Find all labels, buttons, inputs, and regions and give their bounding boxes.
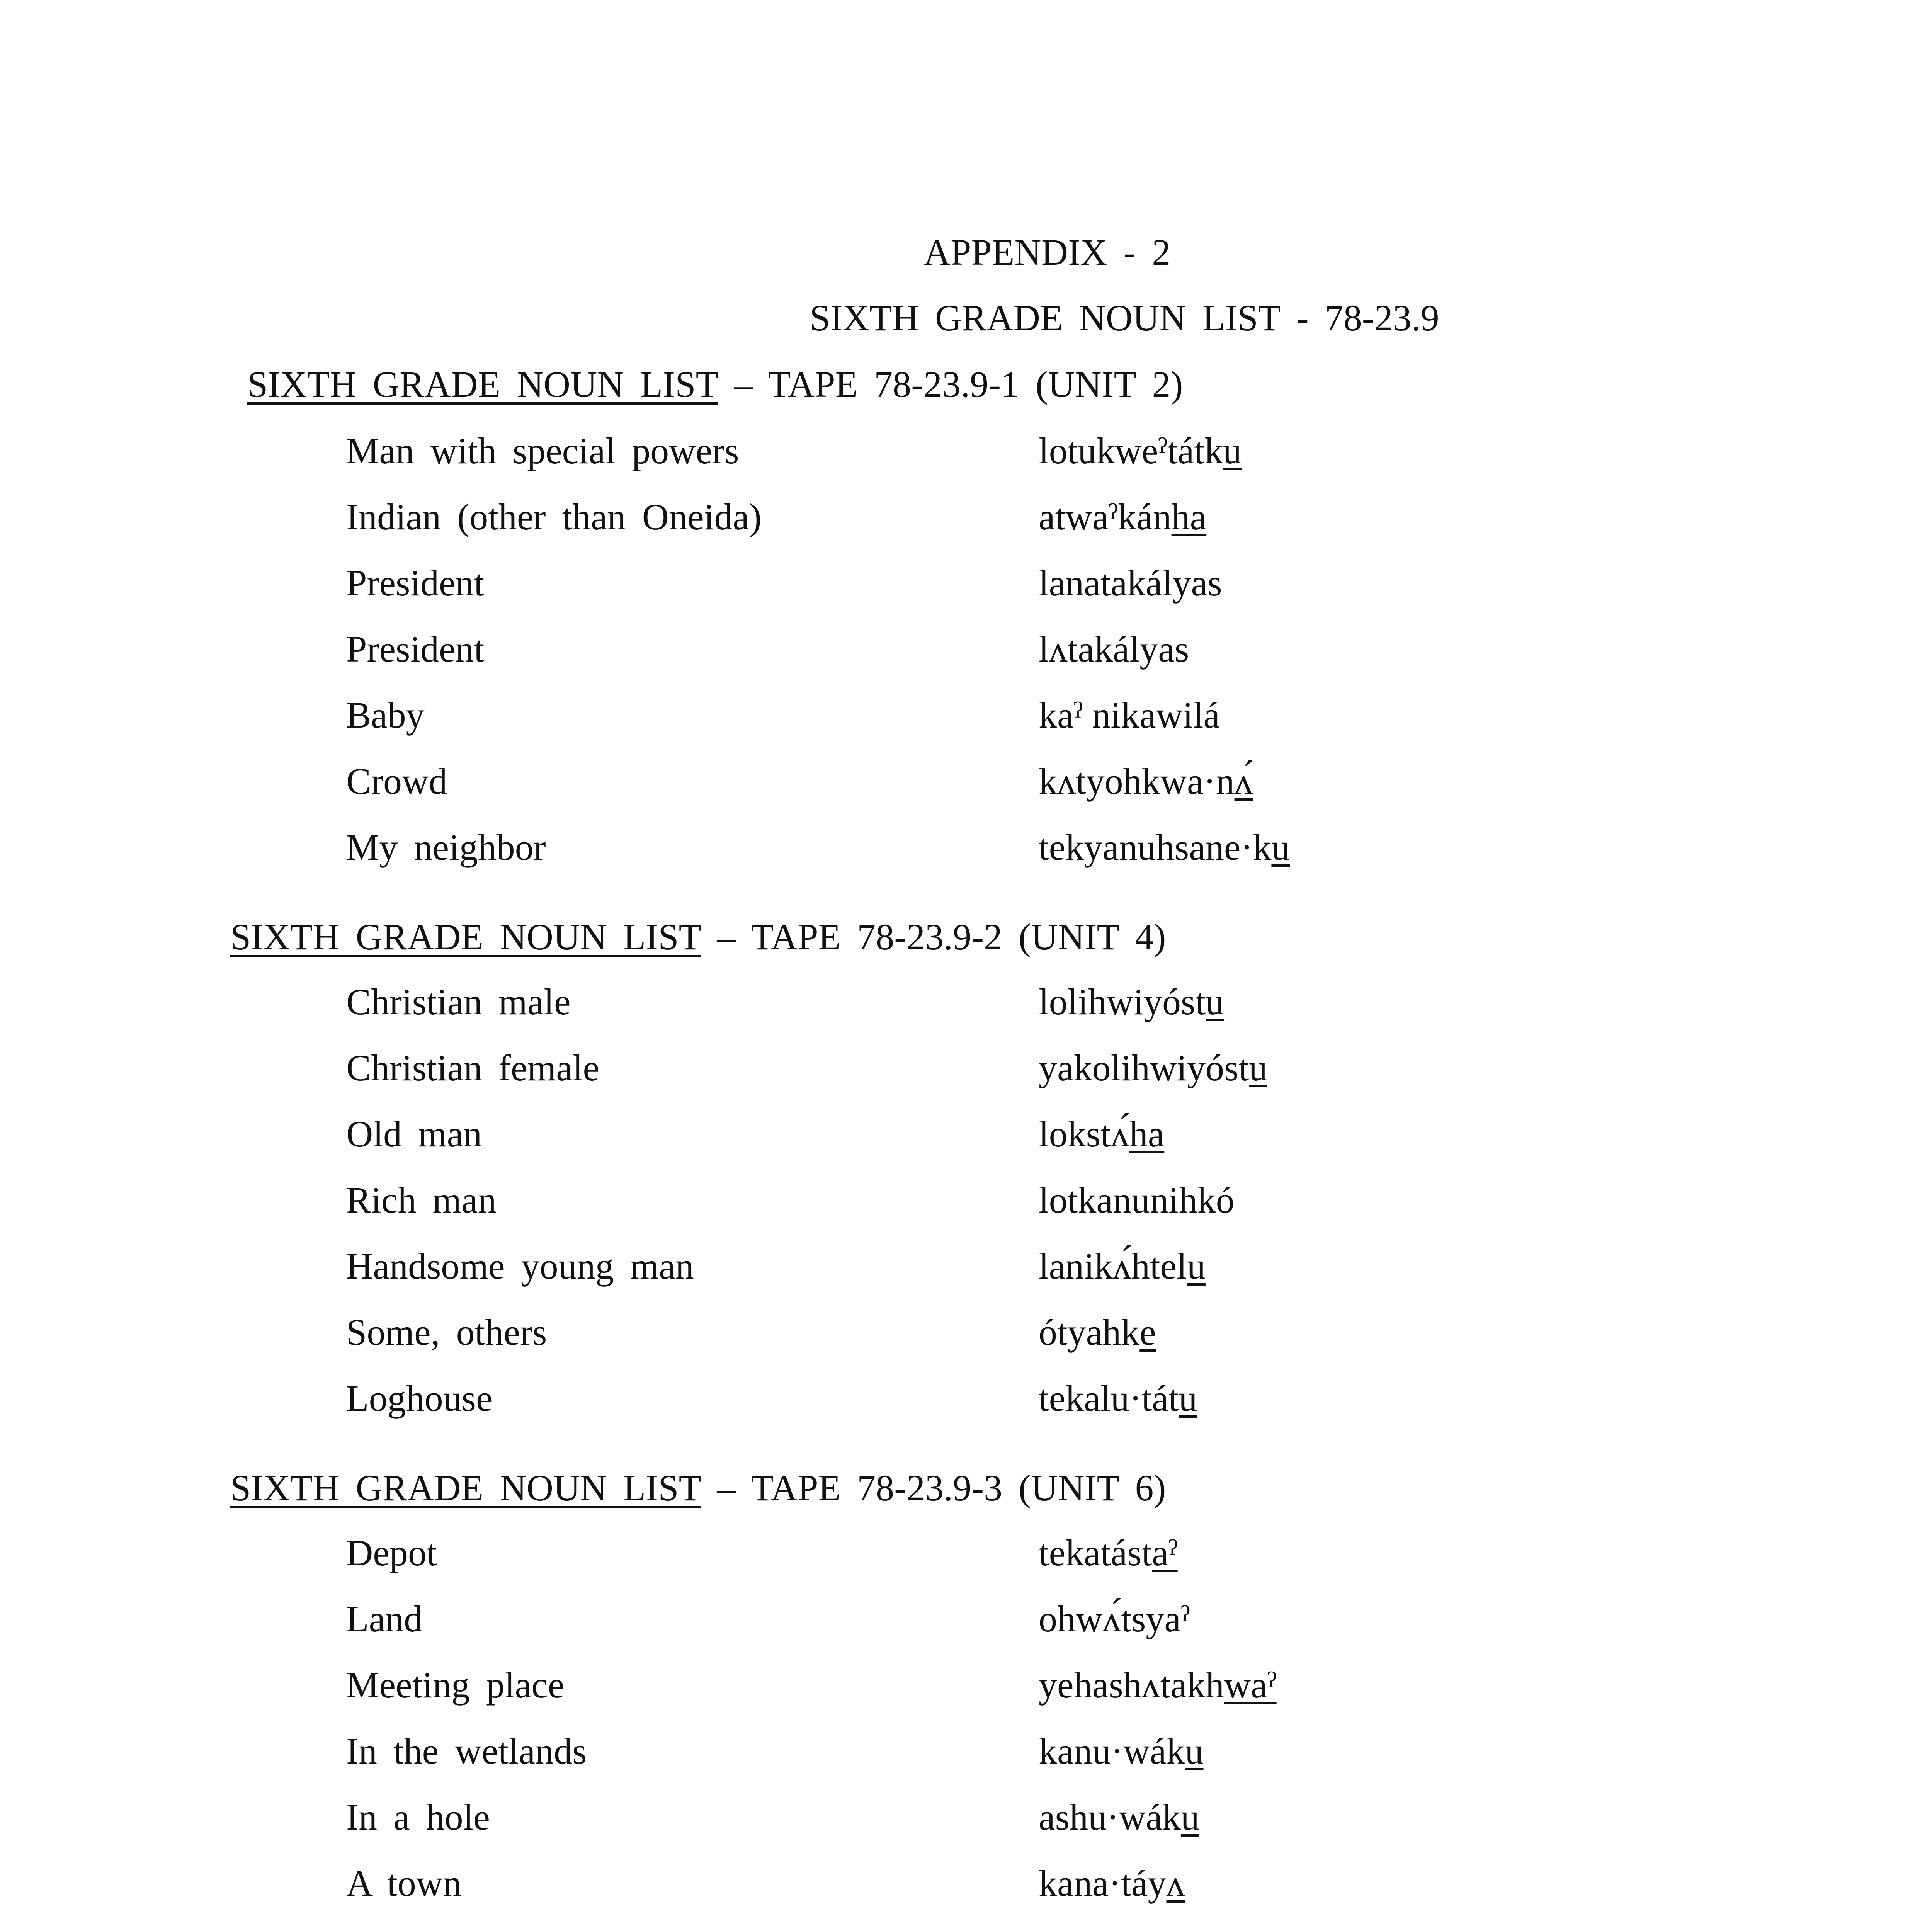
- oneida-word-underlined-ending: ʌ́: [1234, 760, 1253, 802]
- oneida-word: [1039, 1532, 1178, 1574]
- oneida-word: [1039, 1047, 1267, 1089]
- oneida-word-base: tekalu·tát: [1039, 1378, 1179, 1419]
- english-word: Depot: [346, 1532, 437, 1573]
- noun-row: [0, 1796, 1932, 1838]
- oneida-word: [1039, 562, 1222, 604]
- oneida-word-base: lotukweˀtátk: [1039, 430, 1223, 471]
- oneida-word-underlined-ending: waˀ: [1224, 1664, 1277, 1706]
- english-word: Christian female: [346, 1047, 600, 1088]
- oneida-word: [1039, 1664, 1277, 1706]
- noun-row: [0, 981, 1932, 1023]
- oneida-word: [1039, 1730, 1204, 1772]
- section-heading: [247, 363, 1183, 406]
- oneida-word-underlined-ending: u: [1271, 827, 1290, 868]
- oneida-word-underlined-ending: u: [1187, 1245, 1206, 1287]
- noun-row: [0, 496, 1932, 538]
- english-word: President: [346, 628, 485, 670]
- english-word: Crowd: [346, 760, 447, 802]
- oneida-word-underlined-ending: u: [1180, 1796, 1199, 1838]
- oneida-word-base: kana·táy: [1039, 1862, 1167, 1904]
- section-heading-tape: – TAPE 78-23.9-1 (UNIT 2): [718, 364, 1183, 405]
- english-word: A town: [346, 1862, 462, 1904]
- noun-row: [0, 1245, 1932, 1287]
- section-heading-title: SIXTH GRADE NOUN LIST: [247, 364, 718, 405]
- oneida-word-underlined-ending: u: [1185, 1730, 1204, 1772]
- oneida-word: [1039, 1796, 1199, 1838]
- oneida-word-base: lanatakályas: [1039, 562, 1222, 604]
- oneida-word: [1039, 1311, 1156, 1354]
- english-word: Man with special powers: [346, 430, 739, 471]
- noun-row: [0, 1179, 1932, 1221]
- noun-row: [0, 628, 1932, 670]
- oneida-word-base: ohwʌ́tsyaˀ: [1039, 1598, 1190, 1639]
- appendix-title: APPENDIX - 2: [923, 231, 1171, 273]
- oneida-word: [1039, 1113, 1164, 1155]
- english-word: Loghouse: [346, 1378, 493, 1419]
- english-word: In the wetlands: [346, 1730, 587, 1772]
- english-word: President: [346, 562, 485, 604]
- noun-row: [0, 1047, 1932, 1089]
- english-word: Meeting place: [346, 1664, 565, 1706]
- section-heading-tape: – TAPE 78-23.9-2 (UNIT 4): [701, 916, 1166, 957]
- noun-row: [0, 1377, 1932, 1420]
- english-word: Some, others: [346, 1311, 547, 1353]
- noun-row: [0, 760, 1932, 803]
- oneida-word: [1039, 430, 1242, 472]
- noun-row: [0, 1730, 1932, 1772]
- section-heading-title: SIXTH GRADE NOUN LIST: [230, 916, 701, 957]
- oneida-word-base: kanu·wák: [1039, 1730, 1185, 1772]
- oneida-word-underlined-ending: u: [1206, 981, 1225, 1022]
- section-heading-title: SIXTH GRADE NOUN LIST: [230, 1467, 701, 1509]
- oneida-word-base: lanikʌ́htel: [1039, 1245, 1187, 1287]
- noun-row: [0, 1113, 1932, 1155]
- oneida-word-underlined-ending: ha: [1171, 496, 1207, 537]
- oneida-word-base: yakolihwiyóst: [1039, 1047, 1249, 1088]
- oneida-word: [1039, 1377, 1197, 1420]
- oneida-word: [1039, 981, 1224, 1023]
- english-word: Christian male: [346, 981, 571, 1022]
- section-heading: [230, 1467, 1166, 1509]
- noun-row: [0, 1664, 1932, 1706]
- noun-row: [0, 562, 1932, 604]
- oneida-word-underlined-ending: ha: [1129, 1113, 1165, 1155]
- oneida-word-base: ótyahk: [1039, 1311, 1140, 1353]
- english-word: In a hole: [346, 1796, 490, 1838]
- noun-row: [0, 1311, 1932, 1354]
- oneida-word-base: tekatást: [1039, 1532, 1152, 1573]
- oneida-word: [1039, 826, 1290, 869]
- oneida-word: [1039, 1245, 1206, 1287]
- oneida-word-base: lokstʌ́: [1039, 1113, 1129, 1155]
- oneida-word: [1039, 1179, 1235, 1221]
- oneida-word-base: lotkanunihkó: [1039, 1179, 1235, 1221]
- oneida-word-base: kʌtyohkwa·n: [1039, 760, 1235, 802]
- oneida-word: [1039, 496, 1206, 538]
- english-word: Handsome young man: [346, 1245, 694, 1287]
- noun-row: [0, 430, 1932, 472]
- oneida-word: [1039, 1598, 1190, 1640]
- noun-row: [0, 1532, 1932, 1574]
- oneida-word: [1039, 1862, 1185, 1905]
- oneida-word: [1039, 694, 1220, 736]
- english-word: Indian (other than Oneida): [346, 496, 762, 537]
- section-heading: [230, 916, 1166, 958]
- section-heading-tape: – TAPE 78-23.9-3 (UNIT 6): [701, 1467, 1166, 1509]
- english-word: Old man: [346, 1113, 482, 1155]
- oneida-word-base: kaˀ nikawilá: [1039, 694, 1220, 736]
- english-word: Baby: [346, 694, 425, 736]
- oneida-word-base: lʌtakályas: [1039, 628, 1189, 670]
- english-word: Land: [346, 1598, 423, 1639]
- english-word: My neighbor: [346, 827, 546, 868]
- noun-row: [0, 694, 1932, 736]
- oneida-word-underlined-ending: u: [1248, 1047, 1267, 1088]
- oneida-word-underlined-ending: e: [1139, 1311, 1156, 1353]
- oneida-word-base: atwaˀkán: [1039, 496, 1172, 537]
- english-word: Rich man: [346, 1179, 497, 1221]
- oneida-word-base: tekyanuhsane·k: [1039, 827, 1272, 868]
- list-title: SIXTH GRADE NOUN LIST - 78-23.9: [810, 297, 1439, 338]
- oneida-word: [1039, 760, 1253, 803]
- oneida-word-underlined-ending: aˀ: [1152, 1532, 1178, 1573]
- noun-row: [0, 1862, 1932, 1905]
- oneida-word-base: ashu·wák: [1039, 1796, 1181, 1838]
- oneida-word-underlined-ending: u: [1179, 1378, 1197, 1419]
- noun-row: [0, 1598, 1932, 1640]
- noun-row: [0, 826, 1932, 869]
- oneida-word-underlined-ending: u: [1223, 430, 1242, 471]
- oneida-word: [1039, 628, 1189, 670]
- oneida-word-underlined-ending: ʌ: [1166, 1862, 1185, 1904]
- oneida-word-base: lolihwiyóst: [1039, 981, 1206, 1022]
- oneida-word-base: yehashʌtakh: [1039, 1664, 1224, 1706]
